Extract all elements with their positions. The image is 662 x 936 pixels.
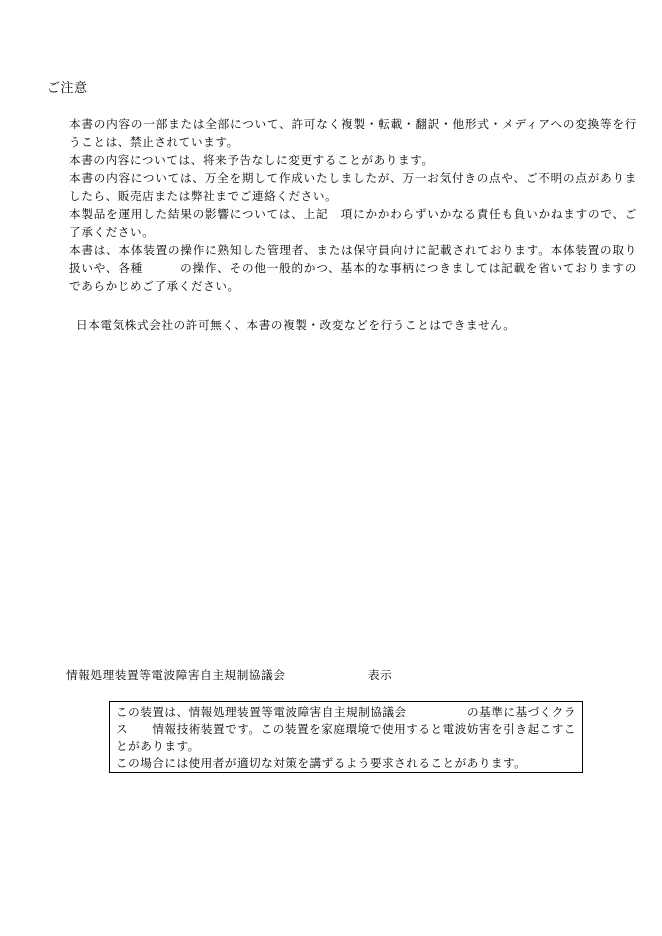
vcci-title: 情報処理装置等電波障害自主規制協議会 <box>66 668 286 682</box>
vcci-statement-box <box>109 701 583 773</box>
vcci-display-label: 表示 <box>368 668 393 682</box>
notice-paragraph: 本製品を運用した結果の影響については、上記 項にかかわらずいかなる責任も負いかねますので、ご了承ください。 <box>69 207 637 239</box>
vcci-statement-line: この場合には使用者が適切な対策を講ずるよう要求されることがあります。 <box>116 756 527 770</box>
notice-paragraph: 本書は、本体装置の操作に熟知した管理者、または保守員向けに記載されております。本体装置の取り扱いや、各種 の操作、その他一般的かつ、基本的な事柄につきましては記載を省いておりますのであらかじめご了承ください。 <box>69 243 637 293</box>
notice-heading: ご注意 <box>47 81 88 96</box>
copyright-notice: 日本電気株式会社の許可無く、本書の複製・改変などを行うことはできません。 <box>76 318 516 332</box>
vcci-statement-line: この装置は、情報処理装置等電波障害自主規制協議会 の基準に基づくクラス 情報技術装置です。この装置を家庭環境で使用すると電波妨害を引き起こすことがあります。 <box>116 705 576 753</box>
notice-paragraph: 本書の内容の一部または全部について、許可なく複製・転載・翻訳・他形式・メディアへの変換等を行うことは、禁止されています。 <box>69 117 637 149</box>
notice-paragraph: 本書の内容については、万全を期して作成いたしましたが、万一お気付きの点や、ご不明の点がありましたら、販売店または弊社までご連絡ください。 <box>69 171 637 203</box>
notice-list <box>69 115 637 295</box>
vcci-title-row <box>66 666 393 684</box>
notice-paragraph: 本書の内容については、将来予告なしに変更することがあります。 <box>69 153 434 167</box>
